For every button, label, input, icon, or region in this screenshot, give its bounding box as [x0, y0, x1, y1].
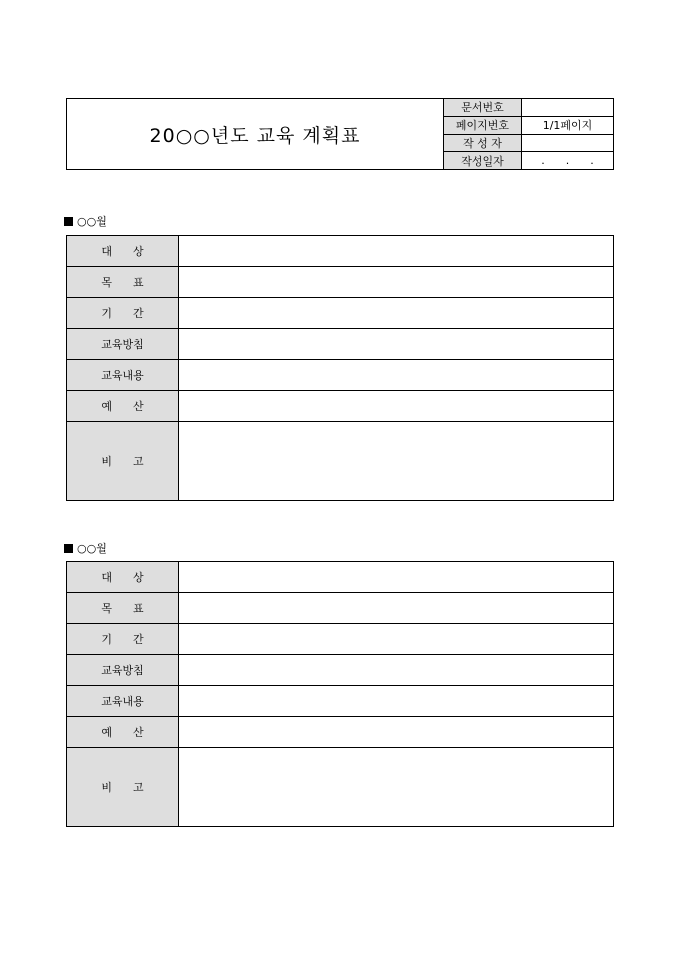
- meta-value-date[interactable]: . . .: [541, 154, 594, 168]
- row-value[interactable]: [179, 298, 613, 328]
- meta-row-date: [444, 152, 613, 169]
- row-label: 기 간: [67, 298, 179, 328]
- table-row: [67, 267, 613, 298]
- row-label: 교육방침: [67, 329, 179, 359]
- section-heading-text: ○○월: [77, 542, 107, 555]
- row-label: 기 간: [67, 624, 179, 654]
- section-heading-text: ○○월: [77, 215, 107, 228]
- row-value[interactable]: [179, 655, 613, 685]
- meta-row-page-number: [444, 117, 613, 135]
- row-value[interactable]: [179, 686, 613, 716]
- row-value[interactable]: [179, 360, 613, 390]
- table-row: [67, 391, 613, 422]
- row-value[interactable]: [179, 422, 613, 500]
- row-value[interactable]: [179, 267, 613, 297]
- row-value[interactable]: [179, 562, 613, 592]
- square-bullet-icon: [64, 544, 73, 553]
- row-value[interactable]: [179, 236, 613, 266]
- meta-value-document-number[interactable]: [522, 99, 613, 116]
- row-value[interactable]: [179, 624, 613, 654]
- row-label: 교육내용: [67, 686, 179, 716]
- table-row: [67, 655, 613, 686]
- meta-row-author: [444, 135, 613, 153]
- meta-value-author[interactable]: [522, 135, 613, 152]
- table-row: [67, 422, 613, 500]
- table-row: [67, 624, 613, 655]
- table-row: [67, 748, 613, 826]
- meta-row-document-number: [444, 99, 613, 117]
- table-row: [67, 562, 613, 593]
- row-value[interactable]: [179, 748, 613, 826]
- square-bullet-icon: [64, 217, 73, 226]
- row-label: 비 고: [67, 748, 179, 826]
- row-label: 목 표: [67, 593, 179, 623]
- meta-label: 문서번호: [444, 99, 522, 116]
- meta-value-page-number[interactable]: 1/1페이지: [542, 119, 593, 133]
- document-meta-table: [444, 99, 613, 169]
- section-heading: [64, 213, 107, 229]
- table-row: [67, 329, 613, 360]
- section-heading: [64, 540, 107, 556]
- meta-label: 작 성 자: [444, 135, 522, 152]
- document-title: 20○○년도 교육 계획표: [67, 99, 444, 169]
- row-value[interactable]: [179, 329, 613, 359]
- row-label: 교육방침: [67, 655, 179, 685]
- table-row: [67, 360, 613, 391]
- row-value[interactable]: [179, 391, 613, 421]
- table-row: [67, 593, 613, 624]
- document-header: [66, 98, 614, 170]
- row-value[interactable]: [179, 593, 613, 623]
- table-row: [67, 298, 613, 329]
- plan-table: [66, 235, 614, 501]
- row-label: 대 상: [67, 236, 179, 266]
- table-row: [67, 717, 613, 748]
- table-row: [67, 236, 613, 267]
- row-label: 대 상: [67, 562, 179, 592]
- row-label: 예 산: [67, 717, 179, 747]
- plan-table: [66, 561, 614, 827]
- row-label: 교육내용: [67, 360, 179, 390]
- row-label: 예 산: [67, 391, 179, 421]
- meta-label: 작성일자: [444, 152, 522, 169]
- table-row: [67, 686, 613, 717]
- row-value[interactable]: [179, 717, 613, 747]
- row-label: 비 고: [67, 422, 179, 500]
- meta-label: 페이지번호: [444, 117, 522, 134]
- row-label: 목 표: [67, 267, 179, 297]
